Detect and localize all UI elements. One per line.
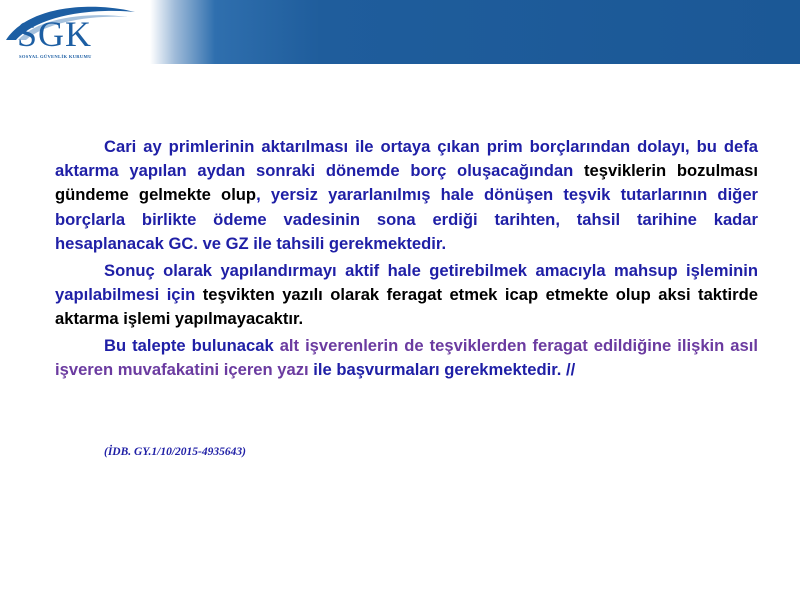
- p2-text-blue: Sonuç olarak yapılandırmayı aktif hale getirebilmek amacıyla mahsup işleminin yapılabilmesi için: [55, 260, 758, 304]
- p3-text-blue: Bu talepte bulunacak: [104, 336, 274, 355]
- logo-text: SGK: [17, 14, 93, 54]
- reference-number: (İDB. GY.1/10/2015-4935643): [104, 446, 246, 458]
- p1-text-black: teşviklerin bozulması gündeme gelmekte olup: [55, 161, 759, 205]
- p2-text-black: teşvikten yazılı olarak feragat etmek icap etmekte olup aksi taktirde aktarma işlemi yapılmayacaktır.: [55, 284, 758, 329]
- logo-subtitle: SOSYAL GÜVENLİK KURUMU: [19, 54, 92, 59]
- paragraph-3: [55, 334, 758, 382]
- p1-text-blue-2: , yersiz yararlanılmış hale dönüşen teşvik tutarlarının diğer borçlarla birlikte ödeme vadesinin sona erdiği tarihten, tahsil tarihine kadar hesaplanacak GC. ve GZ ile tahsili gerekmektedir.: [55, 185, 758, 253]
- p3-text-purple: alt işverenlerin de teşviklerden feragat edildiğine ilişkin asıl işveren muvafakatini içeren yazı: [55, 336, 758, 380]
- p3-text-blue-2: ile başvurmaları gerekmektedir. //: [313, 360, 576, 380]
- header-band: [0, 0, 800, 64]
- p1-text-blue: Cari ay primlerinin aktarılması ile ortaya çıkan prim borçlarından dolayı, bu defa aktarma yapılan aydan sonraki dönemde borç oluşacağından: [55, 137, 758, 181]
- sgk-logo: [0, 0, 150, 64]
- paragraph-1: [55, 135, 758, 256]
- paragraph-2: [55, 259, 758, 332]
- document-body: [55, 135, 758, 385]
